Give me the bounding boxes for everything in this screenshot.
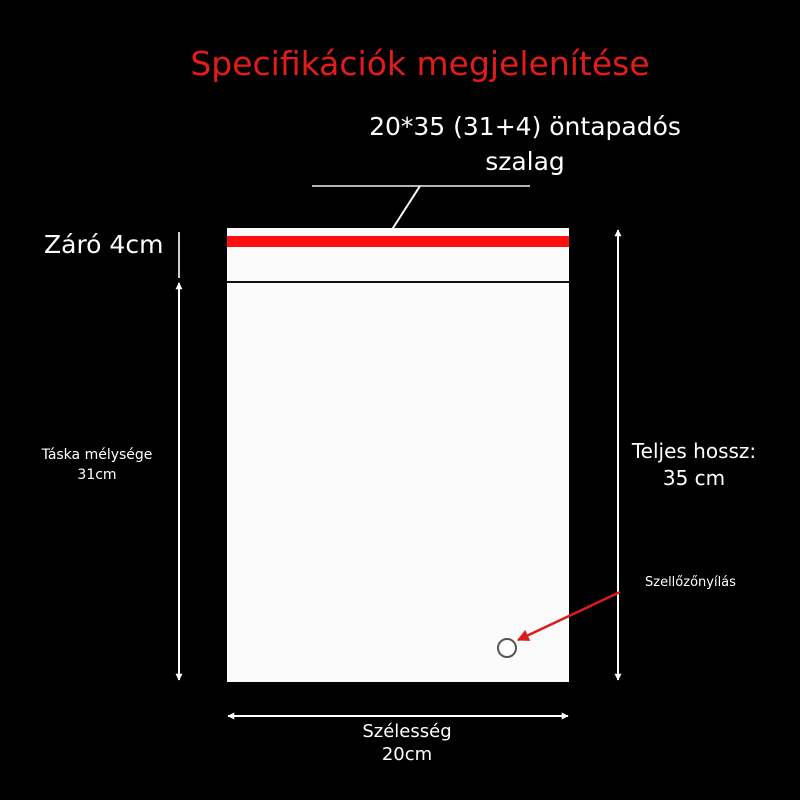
width-label-line1: Szélesség <box>362 721 452 742</box>
bag-depth-label-line1: Táska mélysége <box>41 447 153 463</box>
width-label-line2: 20cm <box>381 744 433 765</box>
vent-label: Szellőzőnyílás <box>645 575 736 590</box>
tape-label-line2: szalag <box>485 147 565 176</box>
closure-label: Záró 4cm <box>44 230 164 259</box>
vent-hole <box>498 639 516 657</box>
tape-label-line1: 20*35 (31+4) öntapadós <box>369 112 681 141</box>
bag-depth-label-line2: 31cm <box>77 467 117 483</box>
bag-body <box>227 228 569 682</box>
total-length-label-line1: Teljes hossz: <box>631 439 757 463</box>
adhesive-tape-strip <box>227 236 569 247</box>
page-title: Specifikációk megjelenítése <box>190 44 650 83</box>
total-length-label-line2: 35 cm <box>662 466 726 490</box>
